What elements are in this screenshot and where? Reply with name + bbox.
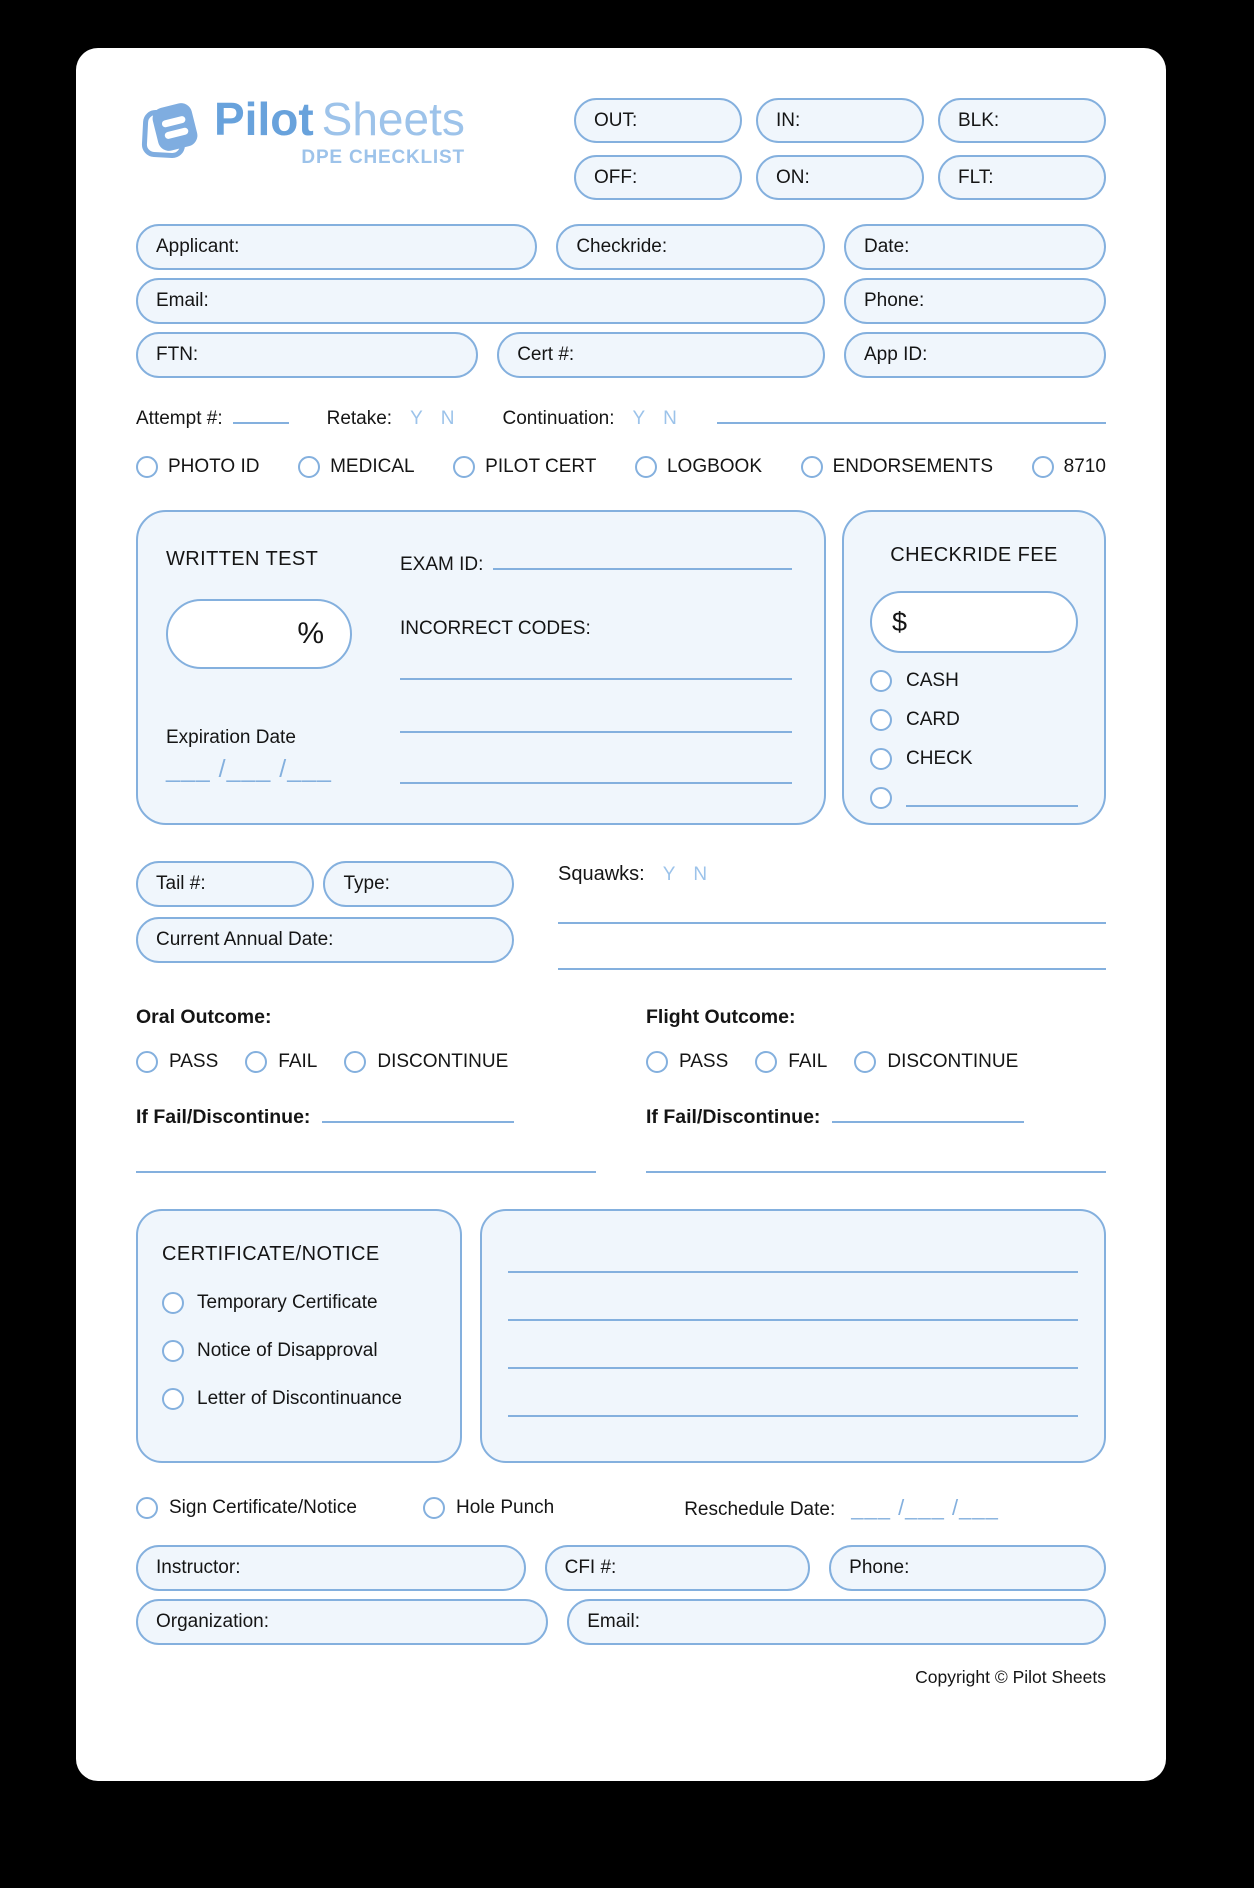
dpe-checklist-form	[76, 48, 1166, 1781]
exam-id-label: EXAM ID:	[400, 554, 484, 575]
check-radio[interactable]	[870, 748, 892, 770]
in-field-label: IN:	[776, 109, 801, 131]
phone-field-label: Phone:	[864, 290, 925, 311]
squawks-no-option[interactable]: N	[693, 864, 708, 885]
flight-fail-option[interactable]	[755, 1051, 827, 1073]
fee-other-line[interactable]	[906, 789, 1078, 807]
checkride-field-label: Checkride:	[576, 236, 668, 257]
brand-word-pilot: Pilot	[214, 93, 314, 145]
oral-outcome-title: Oral Outcome:	[136, 1006, 272, 1028]
dollar-sign: $	[892, 606, 908, 637]
oral-pass-label: PASS	[169, 1051, 219, 1072]
organization-row	[136, 1599, 1106, 1645]
aircraft-type-field[interactable]	[323, 861, 514, 907]
on-field[interactable]	[756, 155, 924, 200]
continuation-blank-line[interactable]	[717, 404, 1106, 424]
cfi-number-field[interactable]	[545, 1545, 811, 1591]
oral-fail-reason-label: If Fail/Discontinue:	[136, 1106, 311, 1128]
flight-time-fields	[574, 98, 1106, 200]
notice-of-disapproval-option[interactable]	[162, 1340, 436, 1362]
organization-field[interactable]	[136, 1599, 548, 1645]
checkride-fee-title: CHECKRIDE FEE	[890, 544, 1058, 566]
app-id-field[interactable]	[844, 332, 1106, 378]
outcome-section	[136, 1006, 1106, 1173]
card-radio[interactable]	[870, 709, 892, 731]
logbook-label: LOGBOOK	[666, 456, 762, 477]
reschedule-date-label: Reschedule Date:	[684, 1499, 836, 1520]
certificate-notice-box	[136, 1209, 462, 1463]
incorrect-codes-line-3[interactable]	[400, 782, 792, 784]
oral-fail-label: FAIL	[278, 1051, 318, 1072]
notes-line-1[interactable]	[508, 1271, 1078, 1273]
written-test-score-field[interactable]	[166, 599, 352, 669]
oral-discontinue-option[interactable]	[344, 1051, 508, 1073]
applicant-field-label: Applicant:	[156, 236, 240, 257]
oral-pass-radio[interactable]	[136, 1051, 158, 1073]
incorrect-codes-line-2[interactable]	[400, 731, 792, 733]
flight-pass-label: PASS	[679, 1051, 729, 1072]
out-field-label: OUT:	[594, 109, 638, 131]
instructor-field[interactable]	[136, 1545, 526, 1591]
written-test-title: WRITTEN TEST	[166, 548, 319, 570]
flight-fail-radio[interactable]	[755, 1051, 777, 1073]
continuation-label: Continuation:	[502, 408, 615, 429]
check-label: CHECK	[906, 748, 973, 769]
percent-suffix: %	[297, 617, 324, 650]
oral-discontinue-radio[interactable]	[344, 1051, 366, 1073]
flt-field[interactable]	[938, 155, 1106, 200]
app-id-field-label: App ID:	[864, 344, 928, 365]
notes-line-4[interactable]	[508, 1415, 1078, 1417]
cash-label: CASH	[906, 670, 959, 691]
temporary-certificate-label: Temporary Certificate	[197, 1292, 378, 1313]
oral-discontinue-label: DISCONTINUE	[377, 1051, 509, 1072]
date-field[interactable]	[844, 224, 1106, 270]
endorsements-radio[interactable]	[801, 456, 823, 478]
squawks-yes-option[interactable]: Y	[662, 864, 676, 885]
hole-punch-label: Hole Punch	[455, 1497, 555, 1518]
cert-number-field-label: Cert #:	[517, 344, 575, 365]
medical-check[interactable]	[298, 456, 414, 478]
sign-certificate-option[interactable]	[136, 1497, 357, 1519]
oral-fail-option[interactable]	[245, 1051, 317, 1073]
on-field-label: ON:	[776, 166, 810, 188]
fee-other-option[interactable]	[870, 787, 1078, 809]
temporary-certificate-option[interactable]	[162, 1292, 436, 1314]
expiration-date-blank[interactable]: ___ /___ /___	[166, 755, 332, 783]
continuation-yes-option[interactable]: Y	[632, 408, 646, 429]
photo-id-radio[interactable]	[136, 456, 158, 478]
brand-wordmark	[214, 94, 465, 145]
expiration-date-label: Expiration Date	[166, 727, 296, 748]
flight-outcome-column	[646, 1006, 1106, 1173]
letter-of-discontinuance-option[interactable]	[162, 1388, 436, 1410]
attempt-label: Attempt #:	[136, 408, 223, 429]
flight-fail-reason-line-2[interactable]	[646, 1171, 1106, 1173]
test-and-fee-section	[136, 510, 1106, 825]
organization-field-label: Organization:	[156, 1611, 270, 1632]
logbook-check[interactable]	[635, 456, 762, 478]
oral-pass-option[interactable]	[136, 1051, 218, 1073]
retake-no-option[interactable]: N	[440, 408, 455, 429]
in-field[interactable]	[756, 98, 924, 143]
instructor-section	[136, 1545, 1106, 1645]
notes-box	[480, 1209, 1106, 1463]
current-annual-date-field[interactable]	[136, 917, 514, 963]
check-option[interactable]	[870, 748, 1078, 770]
notice-of-disapproval-radio[interactable]	[162, 1340, 184, 1362]
exam-id-row	[400, 548, 792, 576]
reschedule-group	[684, 1495, 999, 1521]
sign-certificate-radio[interactable]	[136, 1497, 158, 1519]
incorrect-codes-line-1[interactable]	[400, 678, 792, 680]
email-row	[136, 278, 1106, 324]
medical-label: MEDICAL	[330, 456, 415, 477]
certificate-notice-title: CERTIFICATE/NOTICE	[162, 1243, 380, 1265]
cert-number-field[interactable]	[497, 332, 825, 378]
brand-logo	[136, 94, 465, 169]
pilot-cert-label: PILOT CERT	[485, 456, 597, 477]
flight-discontinue-radio[interactable]	[854, 1051, 876, 1073]
applicant-field[interactable]	[136, 224, 537, 270]
logbook-radio[interactable]	[635, 456, 657, 478]
flight-fail-reason-label: If Fail/Discontinue:	[646, 1106, 821, 1128]
ftn-field-label: FTN:	[156, 344, 199, 365]
header	[136, 94, 1106, 200]
flt-field-label: FLT:	[958, 166, 994, 188]
endorsements-label: ENDORSEMENTS	[832, 456, 994, 477]
current-annual-date-label: Current Annual Date:	[156, 929, 334, 950]
off-field[interactable]	[574, 155, 742, 200]
card-option[interactable]	[870, 709, 1078, 731]
form-8710-radio[interactable]	[1032, 456, 1054, 478]
photo-id-check[interactable]	[136, 456, 260, 478]
fee-other-radio[interactable]	[870, 787, 892, 809]
instructor-email-field[interactable]	[567, 1599, 1106, 1645]
document-checks-row	[136, 456, 1106, 478]
incorrect-codes-label: INCORRECT CODES:	[400, 618, 591, 639]
instructor-row	[136, 1545, 1106, 1591]
hole-punch-radio[interactable]	[423, 1497, 445, 1519]
reschedule-date-blank[interactable]: ___ /___ /___	[851, 1495, 999, 1520]
flight-discontinue-label: DISCONTINUE	[887, 1051, 1019, 1072]
temporary-certificate-radio[interactable]	[162, 1292, 184, 1314]
closing-row	[136, 1495, 1106, 1521]
flight-discontinue-option[interactable]	[854, 1051, 1018, 1073]
squawks-line-2[interactable]	[558, 968, 1106, 970]
ftn-field[interactable]	[136, 332, 478, 378]
oral-fail-reason-line[interactable]	[322, 1103, 514, 1123]
off-field-label: OFF:	[594, 166, 638, 188]
ftn-row	[136, 332, 1106, 378]
flight-pass-option[interactable]	[646, 1051, 728, 1073]
flight-outcome-title: Flight Outcome:	[646, 1006, 796, 1028]
written-test-box	[136, 510, 826, 825]
certificate-section	[136, 1209, 1106, 1463]
photo-id-label: PHOTO ID	[168, 456, 260, 477]
pilot-sheets-logo-icon	[136, 96, 204, 164]
email-field-label: Email:	[156, 290, 209, 311]
instructor-field-label: Instructor:	[156, 1557, 241, 1578]
retake-label: Retake:	[326, 408, 393, 429]
fee-amount-field[interactable]	[870, 591, 1078, 653]
out-field[interactable]	[574, 98, 742, 143]
copyright-text: Copyright © Pilot Sheets	[915, 1667, 1106, 1687]
oral-outcome-column	[136, 1006, 596, 1173]
brand-word-sheets: Sheets	[321, 93, 465, 145]
squawks-line-1[interactable]	[558, 922, 1106, 924]
oral-fail-reason-line-2[interactable]	[136, 1171, 596, 1173]
attempt-blank[interactable]	[233, 404, 289, 424]
checkride-field[interactable]	[556, 224, 825, 270]
flight-pass-radio[interactable]	[646, 1051, 668, 1073]
hole-punch-option[interactable]	[423, 1497, 554, 1519]
phone-field[interactable]	[844, 278, 1106, 324]
retake-yes-option[interactable]: Y	[410, 408, 423, 429]
instructor-email-field-label: Email:	[587, 1611, 641, 1632]
notes-line-3[interactable]	[508, 1367, 1078, 1369]
attempt-row	[136, 404, 1106, 430]
cash-option[interactable]	[870, 670, 1078, 692]
applicant-row	[136, 224, 1106, 270]
blk-field[interactable]	[938, 98, 1106, 143]
flight-fail-label: FAIL	[788, 1051, 828, 1072]
aircraft-section	[136, 861, 1106, 970]
instructor-phone-field[interactable]	[829, 1545, 1106, 1591]
oral-fail-radio[interactable]	[245, 1051, 267, 1073]
checkride-fee-box	[842, 510, 1106, 825]
date-field-label: Date:	[864, 236, 910, 257]
pilot-cert-radio[interactable]	[453, 456, 475, 478]
card-label: CARD	[906, 709, 960, 730]
email-field[interactable]	[136, 278, 825, 324]
continuation-no-option[interactable]: N	[663, 408, 677, 429]
squawks-section	[558, 861, 1106, 970]
pilot-cert-check[interactable]	[453, 456, 596, 478]
notes-line-2[interactable]	[508, 1319, 1078, 1321]
sign-certificate-label: Sign Certificate/Notice	[169, 1497, 357, 1518]
flight-fail-reason-line[interactable]	[832, 1103, 1024, 1123]
letter-of-discontinuance-label: Letter of Discontinuance	[197, 1388, 402, 1409]
cfi-number-field-label: CFI #:	[564, 1557, 617, 1578]
brand-subtitle: DPE CHECKLIST	[301, 146, 465, 168]
medical-radio[interactable]	[298, 456, 320, 478]
tail-number-field[interactable]	[136, 861, 314, 907]
instructor-phone-field-label: Phone:	[849, 1557, 910, 1578]
blk-field-label: BLK:	[958, 109, 1000, 131]
endorsements-check[interactable]	[801, 456, 993, 478]
squawks-label: Squawks:	[558, 863, 645, 885]
aircraft-type-label: Type:	[343, 873, 390, 894]
exam-id-line[interactable]	[493, 548, 792, 570]
form-8710-check[interactable]	[1032, 456, 1106, 478]
letter-of-discontinuance-radio[interactable]	[162, 1388, 184, 1410]
form-8710-label: 8710	[1063, 456, 1106, 477]
cash-radio[interactable]	[870, 670, 892, 692]
tail-number-label: Tail #:	[156, 873, 206, 894]
notice-of-disapproval-label: Notice of Disapproval	[197, 1340, 378, 1361]
